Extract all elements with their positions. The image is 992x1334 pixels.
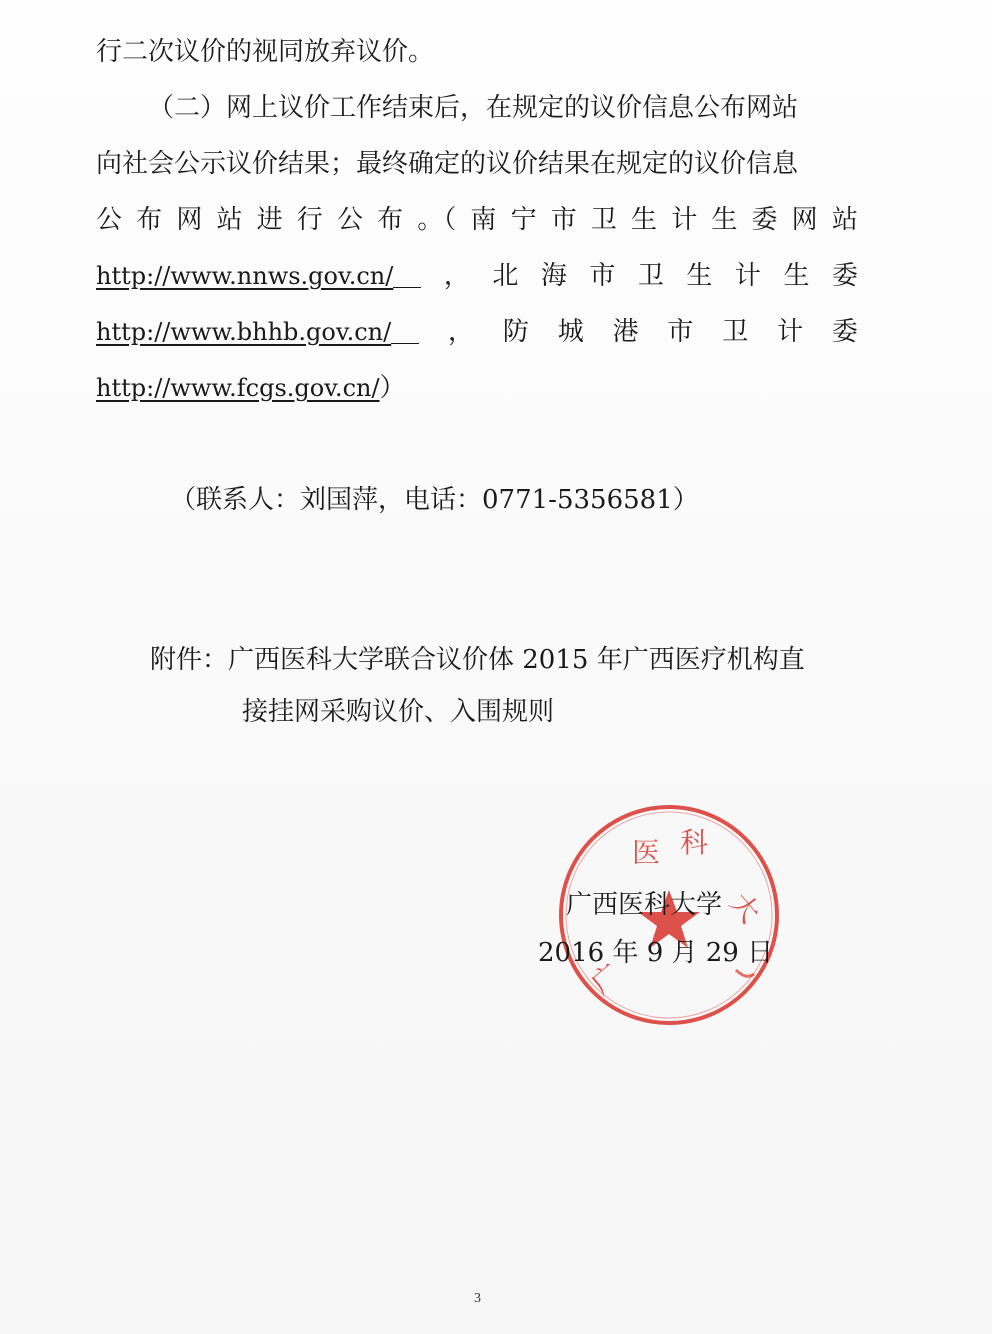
attachment-line-2: 接挂网采购议价、入围规则: [242, 697, 555, 727]
nanning-url-link[interactable]: http://www.nnws.gov.cn/: [96, 262, 394, 290]
body-text: [96, 24, 858, 528]
attachment-note: [150, 634, 858, 738]
text-line-justified: 公 布 网 站 进 行 公 布 。（ 南 宁 市 卫 生 计 生 委 网 站: [96, 205, 858, 235]
text-line-justified: http://www.bhhb.gov.cn/ ， 防 城 港 市 卫 计 委: [96, 304, 858, 360]
text-line: 行二次议价的视同放弃议价。: [96, 37, 435, 67]
signature-organization: 广西医科大学: [566, 890, 723, 920]
signature-date: 2016 年 9 月 29 日: [538, 938, 774, 968]
text-line-justified: http://www.nnws.gov.cn/ ， 北 海 市 卫 生 计 生 委: [96, 248, 858, 304]
beihai-url-link[interactable]: http://www.bhhb.gov.cn/: [96, 318, 392, 346]
text-line: （二）网上议价工作结束后，在规定的议价信息公布网站: [148, 93, 799, 123]
text-line: http://www.fcgs.gov.cn/）: [96, 373, 406, 403]
seal-char: 大: [723, 886, 767, 930]
seal-char: 医: [632, 836, 661, 869]
fangchenggang-url-link[interactable]: http://www.fcgs.gov.cn/: [96, 374, 380, 402]
contact-line: （联系人：刘国萍，电话：0771-5356581）: [170, 485, 699, 515]
seal-char: 科: [680, 826, 709, 859]
attachment-line-1: 附件：广西医科大学联合议价体 2015 年广西医疗机构直: [150, 645, 805, 675]
seal-char: 广: [584, 957, 628, 1001]
text-line: 向社会公示议价结果；最终确定的议价结果在规定的议价信息: [96, 149, 799, 179]
page-number: 3: [474, 1291, 481, 1306]
